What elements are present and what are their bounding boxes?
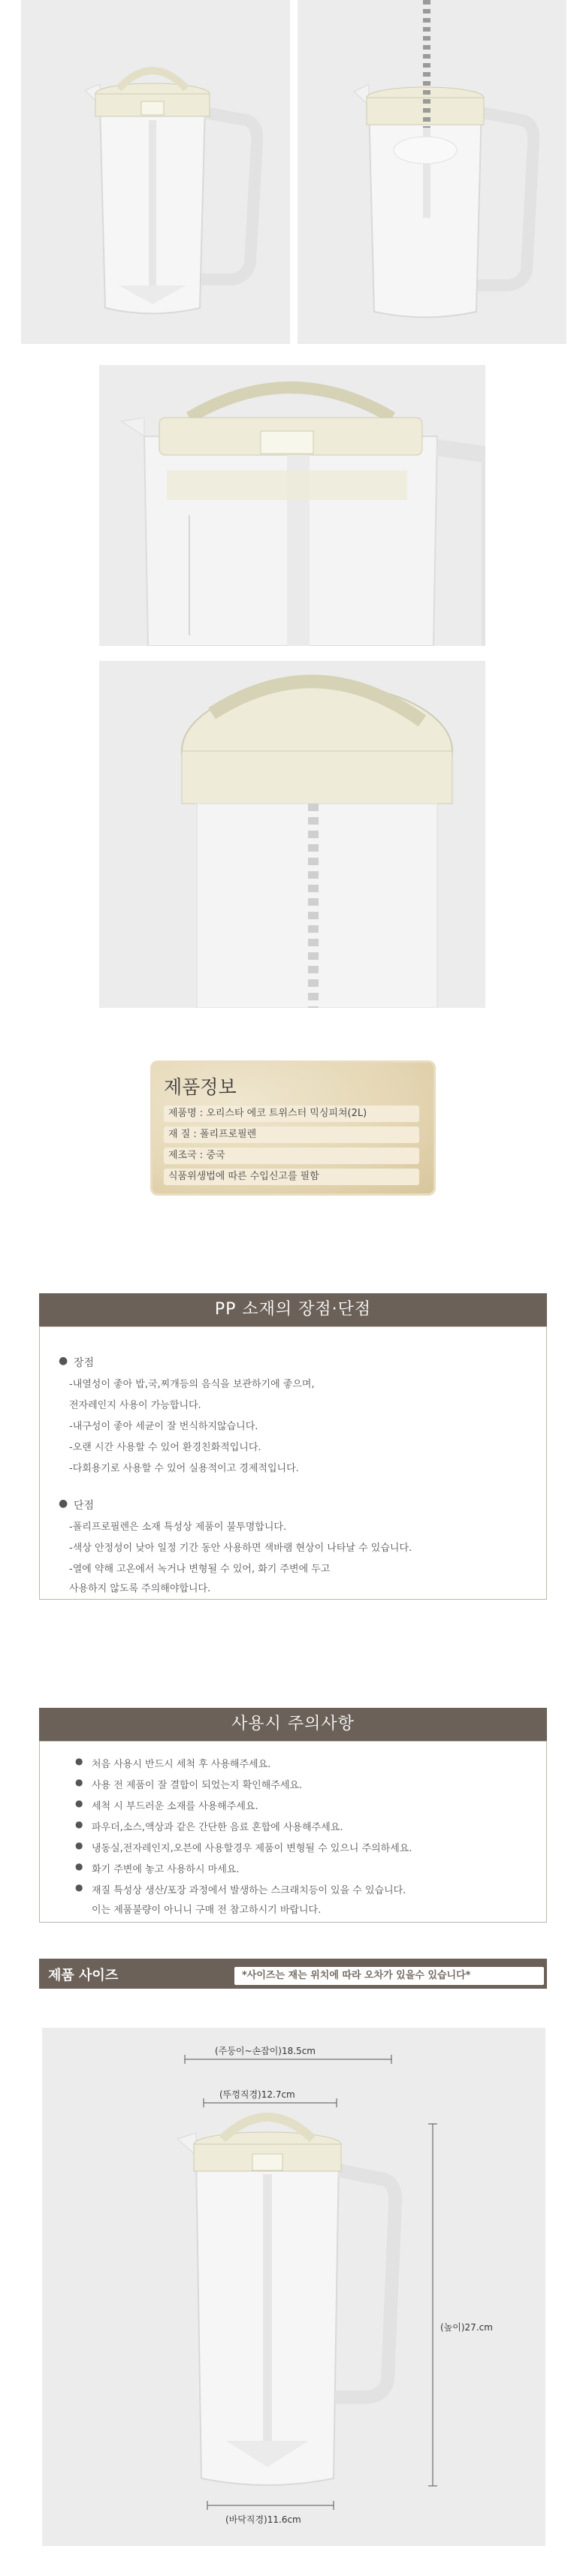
caution-item: 사용 전 제품이 잘 결합이 되었는지 확인해주세요. xyxy=(92,1780,303,1791)
photo-lid-top xyxy=(99,661,485,1008)
dim-base-diameter: (바닥직경)11.6cm xyxy=(225,2514,301,2525)
caution-bullet-icon: ● xyxy=(75,1840,83,1851)
pros-line: -내구성이 좋아 세균이 잘 번식하지않습니다. xyxy=(69,1421,258,1432)
cons-line: -폴리프로필렌은 소재 특성상 제품이 불투명합니다. xyxy=(69,1522,287,1533)
cons-line: 사용하지 않도록 주의해야합니다. xyxy=(69,1583,211,1594)
dim-spout-handle: (주둥이~손잡이)18.5cm xyxy=(215,2046,316,2056)
caution-item: 파우더,소스,액상과 같은 간단한 음료 혼합에 사용해주세요. xyxy=(92,1822,343,1833)
pros-bullet-icon: ● xyxy=(59,1355,68,1367)
caution-bullet-icon: ● xyxy=(75,1777,83,1787)
caution-bullet-icon: ● xyxy=(75,1819,83,1829)
caution-bullet-icon: ● xyxy=(75,1798,83,1808)
product-info-import: 식품위생법에 따른 수입신고를 필함 xyxy=(164,1169,419,1185)
caution-item: 재질 특성상 생산/포장 과정에서 발생하는 스크래치등이 있을 수 있습니다. xyxy=(92,1885,406,1896)
photo-pitcher-closed xyxy=(21,0,290,344)
caution-bullet-icon: ● xyxy=(75,1756,83,1766)
cons-line: -열에 약해 고온에서 녹거나 변형될 수 있어, 화기 주변에 두고 xyxy=(69,1564,331,1575)
product-info-name: 제품명 : 오리스타 에코 트위스터 믹싱피쳐(2L) xyxy=(164,1106,419,1122)
cons-line: -색상 안정성이 낮아 일정 기간 동안 사용하면 색바램 현상이 나타날 수 있습니다. xyxy=(69,1543,412,1554)
photo-lid-front xyxy=(99,365,485,646)
pros-line: -내열성이 좋아 밥,국,찌개등의 음식을 보관하기에 좋으며, xyxy=(69,1379,315,1390)
caution-item: 냉동실,전자레인지,오븐에 사용할경우 제품이 변형될 수 있으니 주의하세요. xyxy=(92,1843,412,1854)
caution-bullet-icon: ● xyxy=(75,1861,83,1872)
caution-extra-line: 이는 제품불량이 아니니 구매 전 참고하시기 바랍니다. xyxy=(92,1905,322,1916)
product-info-title: 제품정보 xyxy=(164,1076,237,1098)
pros-line: -다회용기로 사용할 수 있어 실용적이고 경제적입니다. xyxy=(69,1463,299,1474)
dim-lid-diameter: (뚜껑직경)12.7cm xyxy=(219,2089,295,2100)
product-info-origin: 제조국 : 중국 xyxy=(164,1148,419,1164)
product-info-card xyxy=(150,1060,436,1196)
pros-title: 장점 xyxy=(74,1357,95,1369)
pros-line: -오랜 시간 사용할 수 있어 환경친화적입니다. xyxy=(69,1442,261,1453)
size-section-title: 제품 사이즈 xyxy=(48,1968,119,1983)
dim-height: (높이)27.cm xyxy=(440,2322,493,2333)
cons-bullet-icon: ● xyxy=(59,1498,68,1510)
pros-line: 전자레인지 사용이 가능합니다. xyxy=(69,1400,201,1411)
caution-item: 처음 사용시 반드시 세척 후 사용해주세요. xyxy=(92,1759,271,1770)
caution-item: 세척 시 부드러운 소재를 사용해주세요. xyxy=(92,1801,258,1812)
product-info-material: 재 질 : 폴리프로필렌 xyxy=(164,1127,419,1143)
photo-size-diagram xyxy=(42,2028,545,2546)
size-section-note: *사이즈는 재는 위치에 따라 오차가 있을수 있습니다* xyxy=(234,1967,544,1985)
caution-item: 화기 주변에 놓고 사용하시 마세요. xyxy=(92,1864,240,1875)
pp-section-heading: PP 소재의 장점·단점 xyxy=(39,1293,547,1326)
caution-bullet-icon: ● xyxy=(75,1882,83,1893)
cons-title: 단점 xyxy=(74,1500,95,1512)
caution-section-heading: 사용시 주의사항 xyxy=(39,1708,547,1741)
photo-pitcher-open xyxy=(298,0,566,344)
